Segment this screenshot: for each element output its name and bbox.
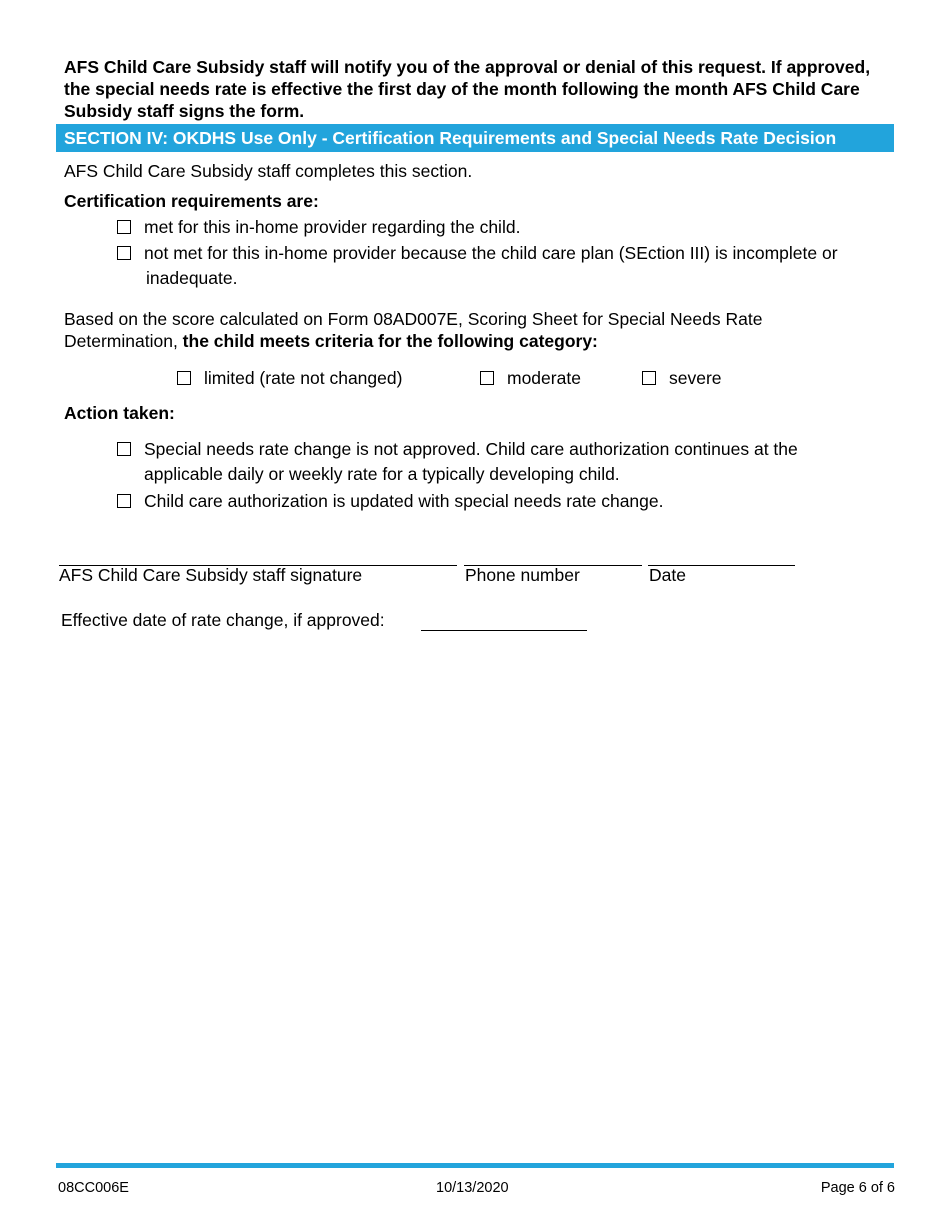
cert-met-checkbox[interactable] bbox=[117, 220, 131, 234]
cert-not-met-checkbox[interactable] bbox=[117, 246, 131, 260]
footer-form-number: 08CC006E bbox=[58, 1180, 129, 1196]
cert-not-met-label-cont: inadequate. bbox=[146, 268, 238, 288]
staff-completes-note: AFS Child Care Subsidy staff completes this section. bbox=[64, 161, 473, 181]
category-moderate-label: moderate bbox=[507, 368, 581, 388]
approval-notice: AFS Child Care Subsidy staff will notify you of the approval or denial of this request. If approved, the special needs rate is effective the first day of the month following the month AFS Child Care Subsidy staff signs the form. bbox=[64, 57, 871, 121]
category-limited-checkbox[interactable] bbox=[177, 371, 191, 385]
footer-rule bbox=[56, 1163, 894, 1168]
action-not-approved-checkbox[interactable] bbox=[117, 442, 131, 456]
effective-date-line[interactable] bbox=[421, 630, 587, 631]
score-text-prefix: Determination, bbox=[64, 331, 183, 351]
cert-met-label: met for this in-home provider regarding the child. bbox=[144, 217, 521, 237]
footer-page-number: Page 6 of 6 bbox=[820, 1180, 895, 1196]
category-severe-checkbox[interactable] bbox=[642, 371, 656, 385]
action-heading: Action taken: bbox=[64, 403, 175, 423]
phone-label: Phone number bbox=[465, 565, 580, 585]
cert-not-met-label: not met for this in-home provider because the child care plan (SEction III) is incomplete or bbox=[144, 243, 838, 263]
date-label: Date bbox=[649, 565, 686, 585]
category-limited-label: limited (rate not changed) bbox=[204, 368, 403, 388]
action-updated-label: Child care authorization is updated with special needs rate change. bbox=[144, 491, 664, 511]
signature-label: AFS Child Care Subsidy staff signature bbox=[59, 565, 363, 585]
effective-date-label: Effective date of rate change, if approved: bbox=[61, 610, 385, 630]
certification-heading: Certification requirements are: bbox=[64, 191, 319, 211]
action-not-approved-label: Special needs rate change is not approved. Child care authorization continues at the bbox=[144, 439, 798, 459]
category-severe-label: severe bbox=[669, 368, 722, 388]
category-moderate-checkbox[interactable] bbox=[480, 371, 494, 385]
footer-date: 10/13/2020 bbox=[436, 1180, 509, 1196]
section-iv-header: SECTION IV: OKDHS Use Only - Certification Requirements and Special Needs Rate Decision bbox=[56, 124, 894, 152]
score-text-criteria: the child meets criteria for the following category: bbox=[182, 331, 598, 351]
score-text-line2 bbox=[64, 330, 598, 352]
score-text-line1: Based on the score calculated on Form 08AD007E, Scoring Sheet for Special Needs Rate bbox=[64, 309, 763, 329]
action-not-approved-label-cont: applicable daily or weekly rate for a typically developing child. bbox=[144, 464, 620, 484]
action-updated-checkbox[interactable] bbox=[117, 494, 131, 508]
